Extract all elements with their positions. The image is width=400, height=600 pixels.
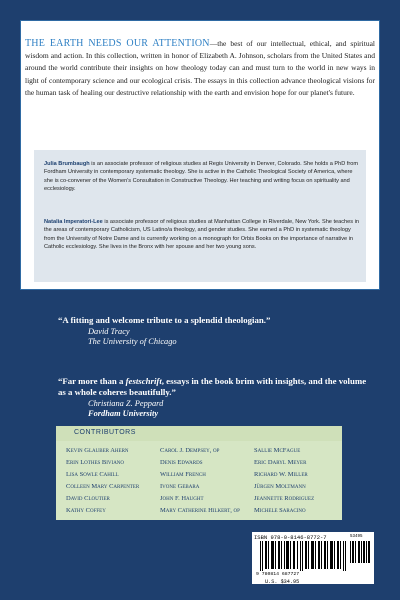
quote-text-after: , essays in the book brim with insights, and the volume as a whole coheres beautifully.” (58, 376, 367, 397)
contributor-name: William French (160, 471, 206, 478)
contributor-name: Sallie McFague (254, 447, 301, 454)
lead-headline: THE EARTH NEEDS OUR ATTENTION (25, 38, 210, 49)
contributor-name: Eric Daryl Meyer (254, 459, 307, 466)
lead-paragraph (25, 38, 375, 99)
endorsement-affiliation: The University of Chicago (88, 337, 177, 346)
quote-text-before: “Far more than a (58, 376, 126, 386)
editor-bio-text: is an associate professor of religious studies at Regis University in Denver, Colorado. She holds a PhD from Fordham University in contemporary systematic theology. She is active in the Catholic Theological Society of America, where she is co-convener of the Women's Consultation in Constructive Theology. Her teaching and writing focus on spirituality and ecclesiology. (44, 161, 359, 193)
editor-bio-text: is associate professor of religious studies at Manhattan College in Riverdale, New York. She teaches in the areas of contemporary Catholicism, US Latino/a theology, and gender studies. She earned a PhD in systematic theology from the University of Notre Dame and is currently working on a monograph for Orbis Books on the importance of narrative in Catholic ecclesiology. She lives in the Bronx with her spouse and her two young sons. (44, 219, 359, 251)
contributor-name: Jeannette Rodriguez (254, 495, 315, 502)
contributor-name: Ivone Gebara (160, 483, 200, 490)
contributor-name: Colleen Mary Carpenter (66, 483, 140, 490)
barcode-digits: 9 780814 687727 (256, 572, 300, 577)
contributor-name: David Cloutier (66, 495, 110, 502)
endorsement-author: David Tracy (88, 327, 130, 336)
contributor-name: Richard W. Miller (254, 471, 308, 478)
contributor-name: Kevin Glauber Ahern (66, 447, 129, 454)
editor-name: Julia Brumbaugh (44, 161, 90, 167)
contributors-list (56, 441, 342, 520)
contributor-name: Carol J. Dempsey, op (160, 447, 220, 454)
contributor-name: Michele Saracino (254, 507, 306, 514)
contributors-heading: CONTRIBUTORS (74, 429, 136, 436)
contributor-name: Jürgen Moltmann (254, 483, 306, 490)
contributor-name: Kathy Coffey (66, 507, 106, 514)
price-text: U.S. $34.95 (265, 579, 300, 585)
endorsement-author: Christiana Z. Peppard (88, 399, 164, 408)
contributor-name: Denis Edwards (160, 459, 203, 466)
endorsement-affiliation: Fordham University (88, 409, 159, 418)
quote-text-italic: festschrift (125, 376, 162, 386)
contributor-name: John F. Haught (160, 495, 204, 502)
lead-body: —the best of our intellectual, ethical, and spiritual wisdom and action. In this collection, written in honor of Elizabeth A. Johnson, scholars from the United States and around the world contribute their insights on how theology today can and must turn to the world in new ways in light of contemporary science and our ecological crisis. The essays in this collection advance theological visions for the human task of healing our destructive relationship with the earth and envision hope for our planet's future. (25, 39, 375, 97)
endorsement-quote (58, 376, 368, 398)
editor-bio (44, 218, 362, 252)
contributor-name: Mary Catherine Hilkert, op (160, 507, 240, 514)
isbn-text: ISBN 978-0-8146-8772-7 (254, 534, 327, 541)
endorsement-quote: “A fitting and welcome tribute to a splendid theologian.” (58, 315, 271, 325)
contributor-name: Erin Lothes Biviano (66, 459, 125, 466)
editor-bio (44, 160, 362, 194)
barcode-addon-digits: 53495 (350, 535, 363, 539)
barcode-addon-icon (350, 541, 370, 563)
contributor-name: Lisa Sowle Cahill (66, 471, 119, 478)
editor-name: Natalia Imperatori-Lee (44, 219, 103, 225)
barcode-icon (260, 541, 346, 571)
